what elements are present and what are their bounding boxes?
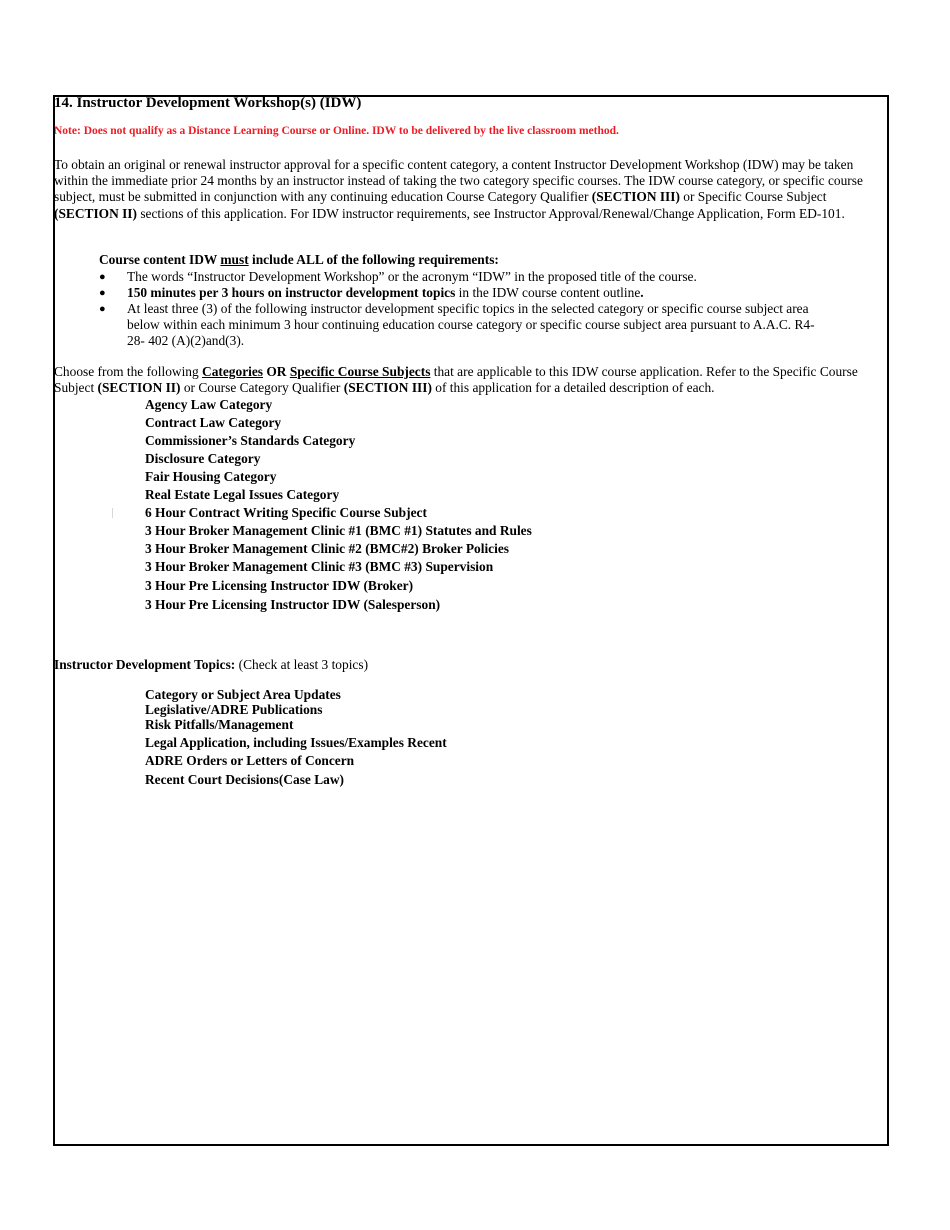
bullet-icon: ● <box>99 271 106 283</box>
subject-option-bmc-1[interactable]: 3 Hour Broker Management Clinic #1 (BMC #1) Statutes and Rules <box>145 523 532 538</box>
category-option-legal-issues[interactable]: Real Estate Legal Issues Category <box>145 487 340 502</box>
topic-option[interactable]: ADRE Orders or Letters of Concern <box>145 753 355 768</box>
category-option-disclosure[interactable]: Disclosure Category <box>145 451 261 466</box>
category-option-contract-law[interactable]: Contract Law Category <box>145 415 282 430</box>
category-option-agency-law[interactable]: Agency Law Category <box>145 397 273 412</box>
subject-option-prelicensing-broker[interactable]: 3 Hour Pre Licensing Instructor IDW (Broker) <box>145 578 414 593</box>
subject-option-bmc-3[interactable]: 3 Hour Broker Management Clinic #3 (BMC #3) Supervision <box>145 559 494 574</box>
section-title: 14. Instructor Development Workshop(s) (IDW) <box>54 95 362 111</box>
category-option-fair-housing[interactable]: Fair Housing Category <box>145 469 277 484</box>
requirements-heading: Course content IDW must include ALL of the following requirements: <box>99 252 499 267</box>
bullet-icon: ● <box>99 303 106 315</box>
topics-heading: Instructor Development Topics: (Check at least 3 topics) <box>54 657 369 672</box>
topic-option[interactable]: Recent Court Decisions(Case Law) <box>145 772 344 787</box>
topic-option[interactable]: Category or Subject Area Updates <box>145 687 341 702</box>
delivery-note: Note: Does not qualify as a Distance Learning Course or Online. IDW to be delivered by the live classroom method. <box>54 125 619 137</box>
subject-option-contract-writing[interactable]: 6 Hour Contract Writing Specific Course Subject <box>145 505 427 520</box>
subject-option-prelicensing-salesperson[interactable]: 3 Hour Pre Licensing Instructor IDW (Salesperson) <box>145 597 441 612</box>
topic-option[interactable]: Legal Application, including Issues/Examples Recent <box>145 735 447 750</box>
topic-option[interactable]: Risk Pitfalls/Management <box>145 717 294 732</box>
bullet-icon: ● <box>99 287 106 299</box>
category-option-commissioners-standards[interactable]: Commissioner’s Standards Category <box>145 433 356 448</box>
intro-paragraph: To obtain an original or renewal instructor approval for a specific content category, a content Instructor Development Workshop (IDW) may be taken within the immediate prior 24 months by an instructor instead of taking the two category specific courses. The IDW course category, or specific course subject, must be submitted in conjunction with any continuing education Course Category Qualifier (SECTION III) or Specific Course Subject (SECTION II) sections of this application. For IDW instructor requirements, see Instructor Approval/Renewal/Change Application, Form ED-101. <box>54 157 863 221</box>
topic-option[interactable]: Legislative/ADRE Publications <box>145 702 323 717</box>
checkbox-mark <box>112 508 113 518</box>
subject-option-bmc-2[interactable]: 3 Hour Broker Management Clinic #2 (BMC#2) Broker Policies <box>145 541 509 556</box>
choose-paragraph: Choose from the following Categories OR Specific Course Subjects that are applicable to this IDW course application. Refer to the Specific Course Subject (SECTION II) or Course Category Qualifier (SECTION III) of this application for a detailed description of each. <box>54 364 858 396</box>
